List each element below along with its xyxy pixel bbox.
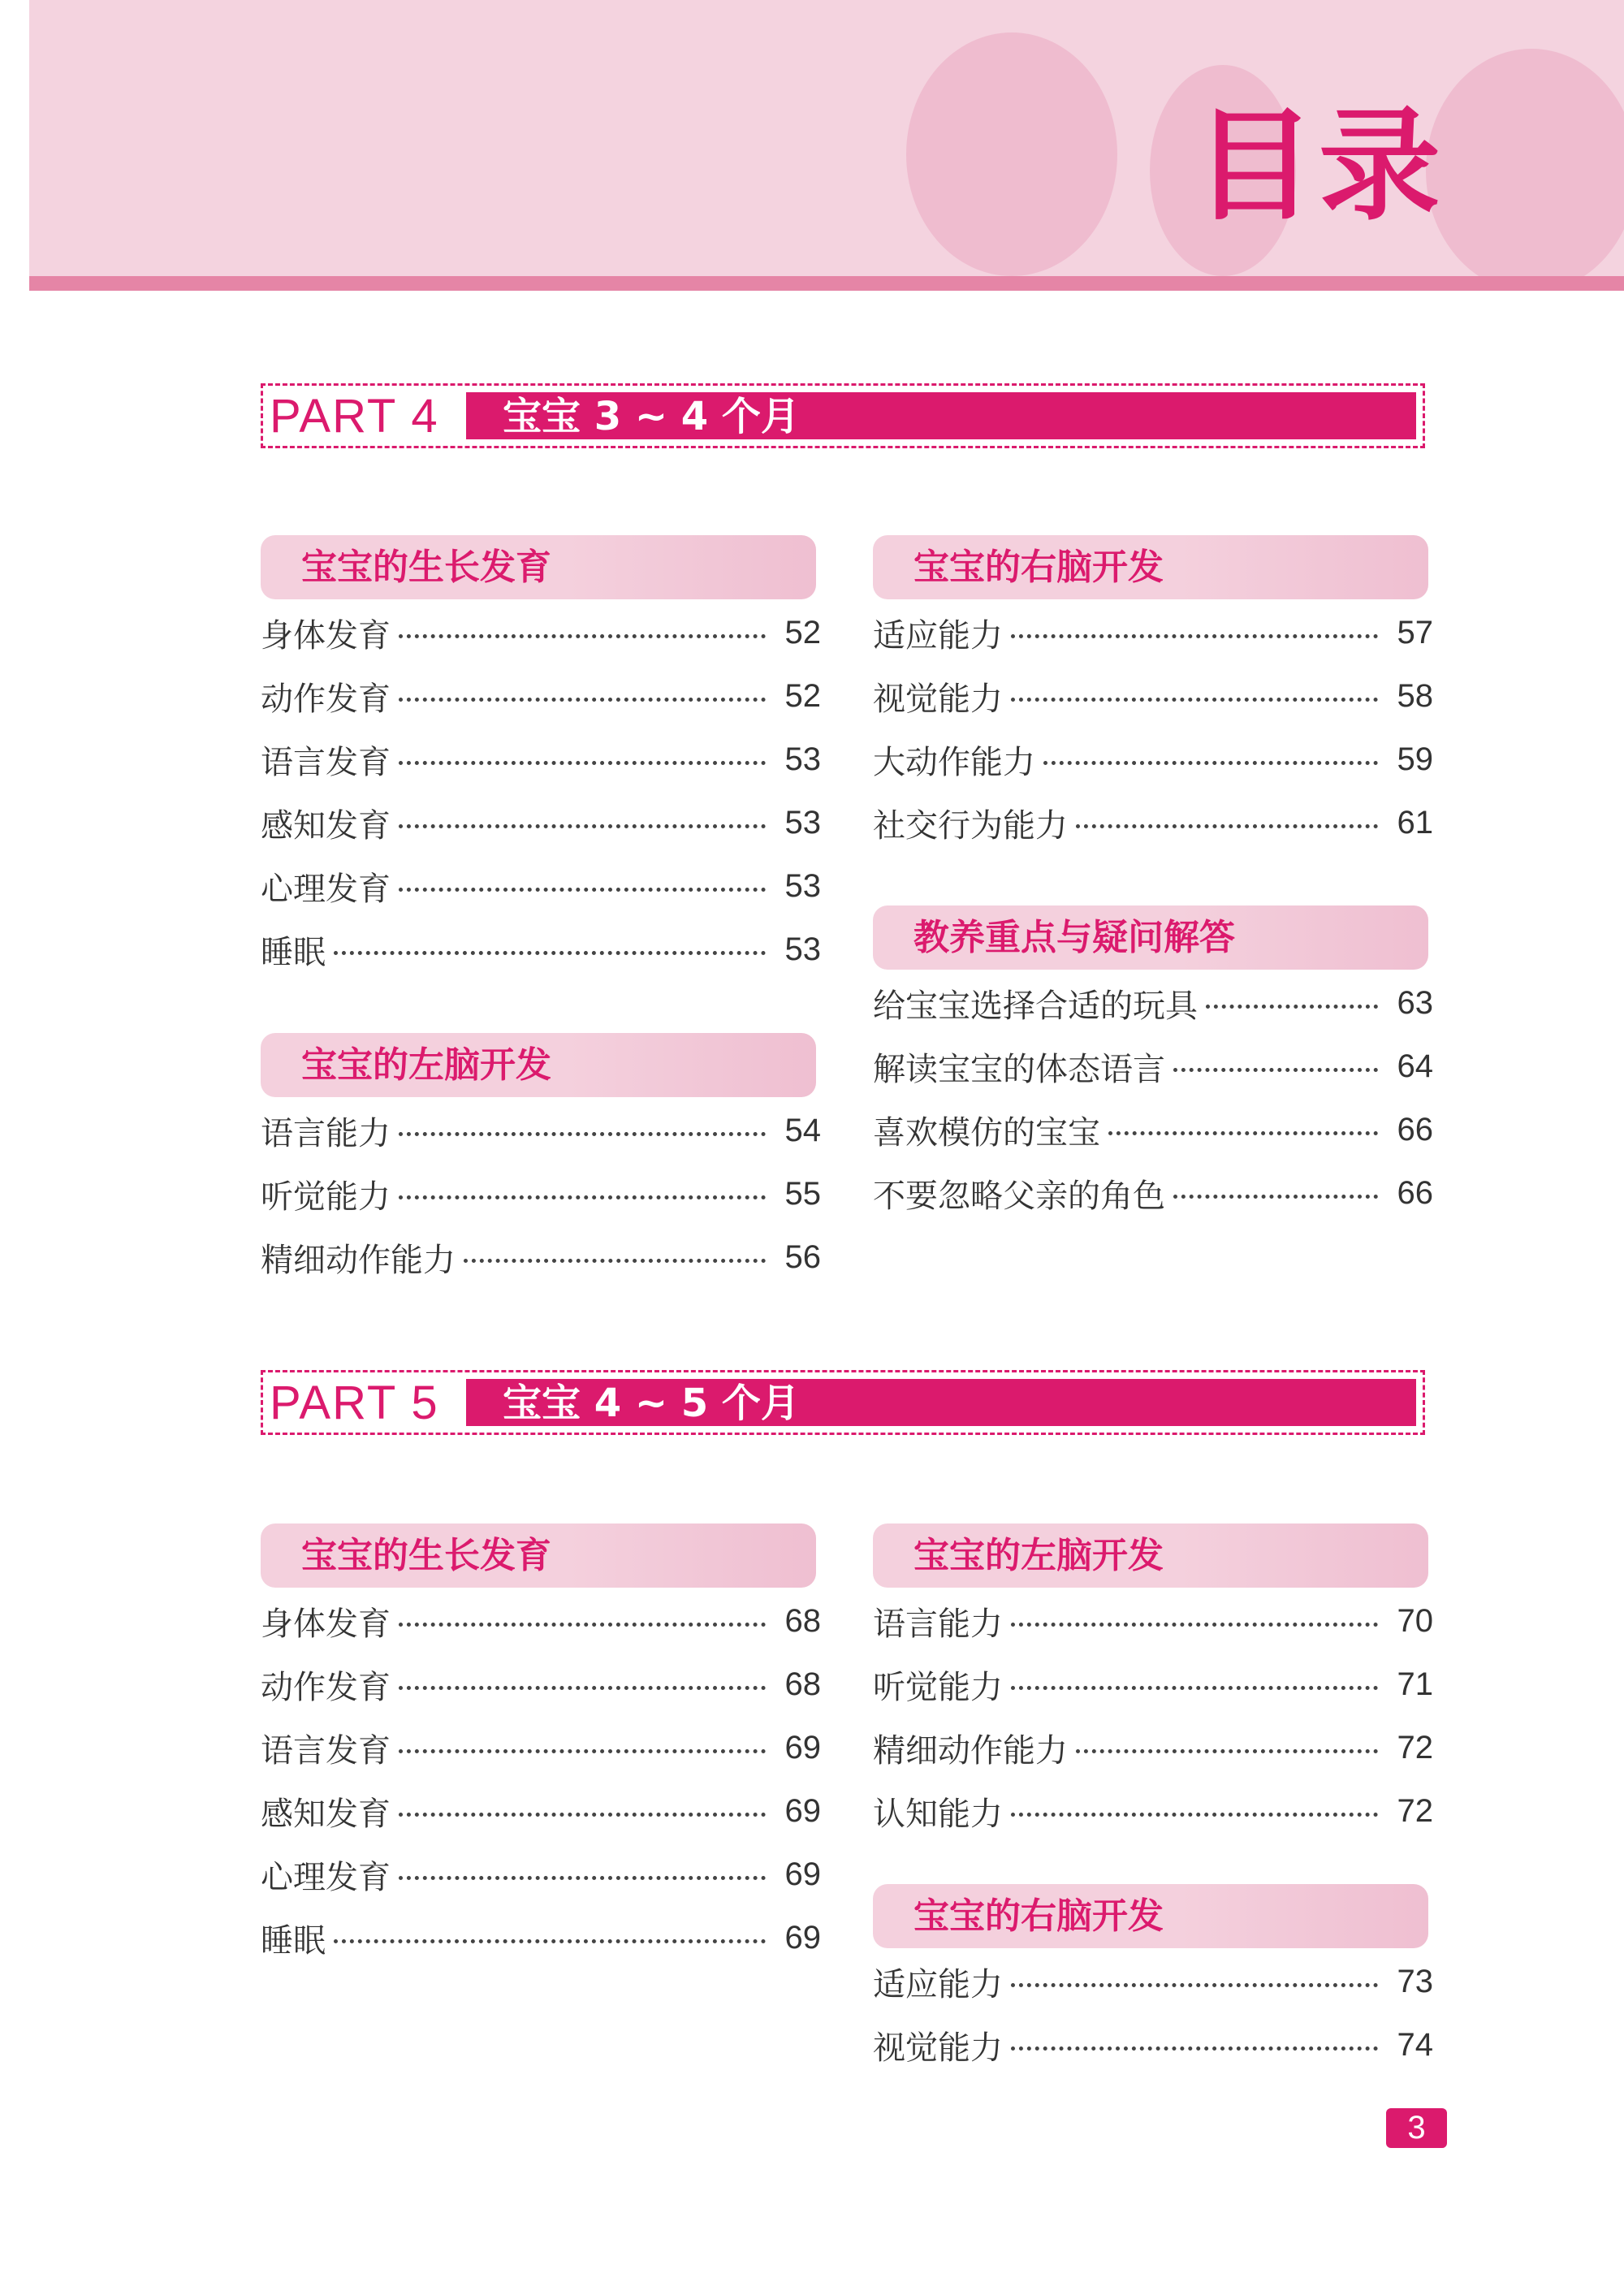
section-header: 宝宝的右脑开发	[873, 1884, 1428, 1948]
toc-entry-title: 认知能力	[873, 1795, 1003, 1833]
dot-leader	[399, 1749, 766, 1753]
part-label: PART 4	[270, 390, 439, 443]
toc-entry-page: 58	[1397, 677, 1433, 714]
toc-entry-page: 53	[784, 741, 821, 777]
toc-entry-title: 大动作能力	[873, 743, 1035, 781]
dot-leader	[1011, 1623, 1378, 1627]
section-header: 宝宝的左脑开发	[873, 1523, 1428, 1588]
dot-leader	[399, 888, 766, 892]
toc-entry-title: 感知发育	[261, 1795, 391, 1833]
toc-entry[interactable]	[261, 1106, 821, 1155]
dot-leader	[334, 1939, 766, 1943]
section-header: 宝宝的右脑开发	[873, 535, 1428, 599]
toc-entry[interactable]	[873, 1957, 1433, 2006]
dot-leader	[1011, 698, 1378, 702]
dot-leader	[1076, 1749, 1378, 1753]
dot-leader	[399, 1195, 766, 1199]
section-header: 宝宝的生长发育	[261, 1523, 816, 1588]
dot-leader	[1206, 1005, 1378, 1009]
toc-entry-title: 语言发育	[261, 743, 391, 781]
dot-leader	[399, 824, 766, 828]
toc-entry-page: 68	[784, 1602, 821, 1639]
toc-entry-page: 69	[784, 1919, 821, 1956]
toc-entry[interactable]	[261, 672, 821, 720]
dot-leader	[464, 1259, 766, 1263]
dot-leader	[399, 634, 766, 638]
toc-entry[interactable]	[873, 672, 1433, 720]
toc-entry-page: 52	[784, 614, 821, 650]
toc-entry-title: 动作发育	[261, 680, 391, 718]
toc-entry-page: 63	[1397, 984, 1433, 1021]
toc-entry[interactable]	[261, 862, 821, 910]
section-header: 宝宝的生长发育	[261, 535, 816, 599]
toc-entry-title: 睡眠	[261, 1921, 326, 1960]
toc-entry-title: 社交行为能力	[873, 806, 1068, 845]
toc-entry-title: 听觉能力	[261, 1178, 391, 1216]
toc-entry-title: 视觉能力	[873, 2029, 1003, 2067]
toc-entry[interactable]	[873, 2020, 1433, 2069]
toc-entry[interactable]	[873, 979, 1433, 1027]
toc-entry-page: 74	[1397, 2026, 1433, 2063]
dot-leader	[1173, 1068, 1378, 1072]
toc-entry-title: 心理发育	[261, 870, 391, 908]
toc-entry[interactable]	[261, 1660, 821, 1709]
toc-entry-page: 69	[784, 1729, 821, 1765]
toc-entry-title: 适应能力	[873, 1965, 1003, 2003]
toc-entry-title: 语言发育	[261, 1731, 391, 1770]
page-title: 目录	[1194, 96, 1445, 237]
toc-entry-page: 72	[1397, 1792, 1433, 1829]
toc-entry[interactable]	[873, 608, 1433, 657]
toc-entry[interactable]	[873, 798, 1433, 847]
toc-entry[interactable]	[873, 1105, 1433, 1154]
toc-entry-page: 70	[1397, 1602, 1433, 1639]
dot-leader	[1011, 1983, 1378, 1987]
toc-entry-title: 适应能力	[873, 616, 1003, 655]
toc-entry-page: 73	[1397, 1963, 1433, 1999]
part-header	[261, 1370, 1425, 1435]
toc-entry[interactable]	[873, 1597, 1433, 1645]
toc-entry-page: 69	[784, 1792, 821, 1829]
toc-entry-page: 66	[1397, 1111, 1433, 1147]
toc-entry[interactable]	[873, 1169, 1433, 1217]
toc-entry-title: 感知发育	[261, 806, 391, 845]
toc-entry-title: 身体发育	[261, 616, 391, 655]
toc-entry-page: 59	[1397, 741, 1433, 777]
toc-entry[interactable]	[261, 608, 821, 657]
toc-entry[interactable]	[261, 1233, 821, 1281]
toc-entry[interactable]	[261, 1723, 821, 1772]
dot-leader	[1043, 761, 1378, 765]
toc-entry[interactable]	[261, 798, 821, 847]
dot-leader	[399, 1686, 766, 1690]
toc-entry-title: 身体发育	[261, 1605, 391, 1643]
dot-leader	[399, 1876, 766, 1880]
toc-entry-page: 69	[784, 1856, 821, 1892]
dot-leader	[399, 698, 766, 702]
toc-entry[interactable]	[873, 1660, 1433, 1709]
toc-entry-page: 54	[784, 1112, 821, 1148]
toc-entry-title: 喜欢模仿的宝宝	[873, 1113, 1100, 1152]
dot-leader	[399, 1623, 766, 1627]
toc-entry[interactable]	[261, 735, 821, 784]
part-label: PART 5	[270, 1377, 439, 1429]
toc-entry-title: 语言能力	[261, 1114, 391, 1152]
toc-entry[interactable]	[873, 735, 1433, 784]
dot-leader	[399, 1813, 766, 1817]
floral-ornament-icon	[906, 32, 1117, 276]
toc-entry-page: 52	[784, 677, 821, 714]
toc-entry-title: 心理发育	[261, 1858, 391, 1896]
toc-entry[interactable]	[873, 1042, 1433, 1091]
dot-leader	[1011, 634, 1378, 638]
toc-entry-page: 72	[1397, 1729, 1433, 1765]
toc-entry-page: 56	[784, 1238, 821, 1275]
toc-entry-title: 动作发育	[261, 1668, 391, 1706]
toc-entry-page: 53	[784, 931, 821, 967]
dot-leader	[1011, 1686, 1378, 1690]
dot-leader	[399, 1132, 766, 1136]
toc-entry-title: 不要忽略父亲的角色	[873, 1177, 1165, 1215]
toc-entry-page: 71	[1397, 1666, 1433, 1702]
part-title: 宝宝 3 ~ 4 个月	[466, 392, 1416, 439]
page-number: 3	[1386, 2108, 1447, 2148]
dot-leader	[1108, 1131, 1378, 1135]
toc-entry-title: 听觉能力	[873, 1668, 1003, 1706]
dot-leader	[334, 951, 766, 955]
dot-leader	[1011, 2046, 1378, 2051]
toc-entry-title: 视觉能力	[873, 680, 1003, 718]
section-header: 教养重点与疑问解答	[873, 905, 1428, 970]
toc-entry-page: 66	[1397, 1174, 1433, 1211]
toc-entry[interactable]	[261, 1597, 821, 1645]
dot-leader	[1011, 1813, 1378, 1817]
toc-entry[interactable]	[873, 1787, 1433, 1835]
toc-entry-title: 给宝宝选择合适的玩具	[873, 987, 1198, 1025]
part-header	[261, 383, 1425, 448]
toc-entry[interactable]	[261, 1913, 821, 1962]
toc-entry[interactable]	[873, 1723, 1433, 1772]
toc-entry[interactable]	[261, 1787, 821, 1835]
dot-leader	[1076, 824, 1378, 828]
toc-entry-page: 55	[784, 1175, 821, 1212]
toc-entry-title: 精细动作能力	[261, 1241, 456, 1279]
dot-leader	[399, 761, 766, 765]
header-divider	[29, 276, 1624, 291]
toc-entry[interactable]	[261, 1169, 821, 1218]
toc-entry-title: 精细动作能力	[873, 1731, 1068, 1770]
toc-entry-page: 61	[1397, 804, 1433, 841]
toc-entry-page: 53	[784, 867, 821, 904]
toc-entry-title: 语言能力	[873, 1605, 1003, 1643]
toc-entry[interactable]	[261, 1850, 821, 1899]
toc-entry-page: 57	[1397, 614, 1433, 650]
toc-entry-title: 解读宝宝的体态语言	[873, 1050, 1165, 1088]
part-title: 宝宝 4 ~ 5 个月	[466, 1379, 1416, 1426]
toc-entry-page: 64	[1397, 1048, 1433, 1084]
toc-entry-title: 睡眠	[261, 933, 326, 971]
dot-leader	[1173, 1195, 1378, 1199]
floral-ornament-icon	[1426, 49, 1624, 276]
toc-entry-page: 53	[784, 804, 821, 841]
section-header: 宝宝的左脑开发	[261, 1033, 816, 1097]
toc-entry[interactable]	[261, 925, 821, 974]
toc-entry-page: 68	[784, 1666, 821, 1702]
